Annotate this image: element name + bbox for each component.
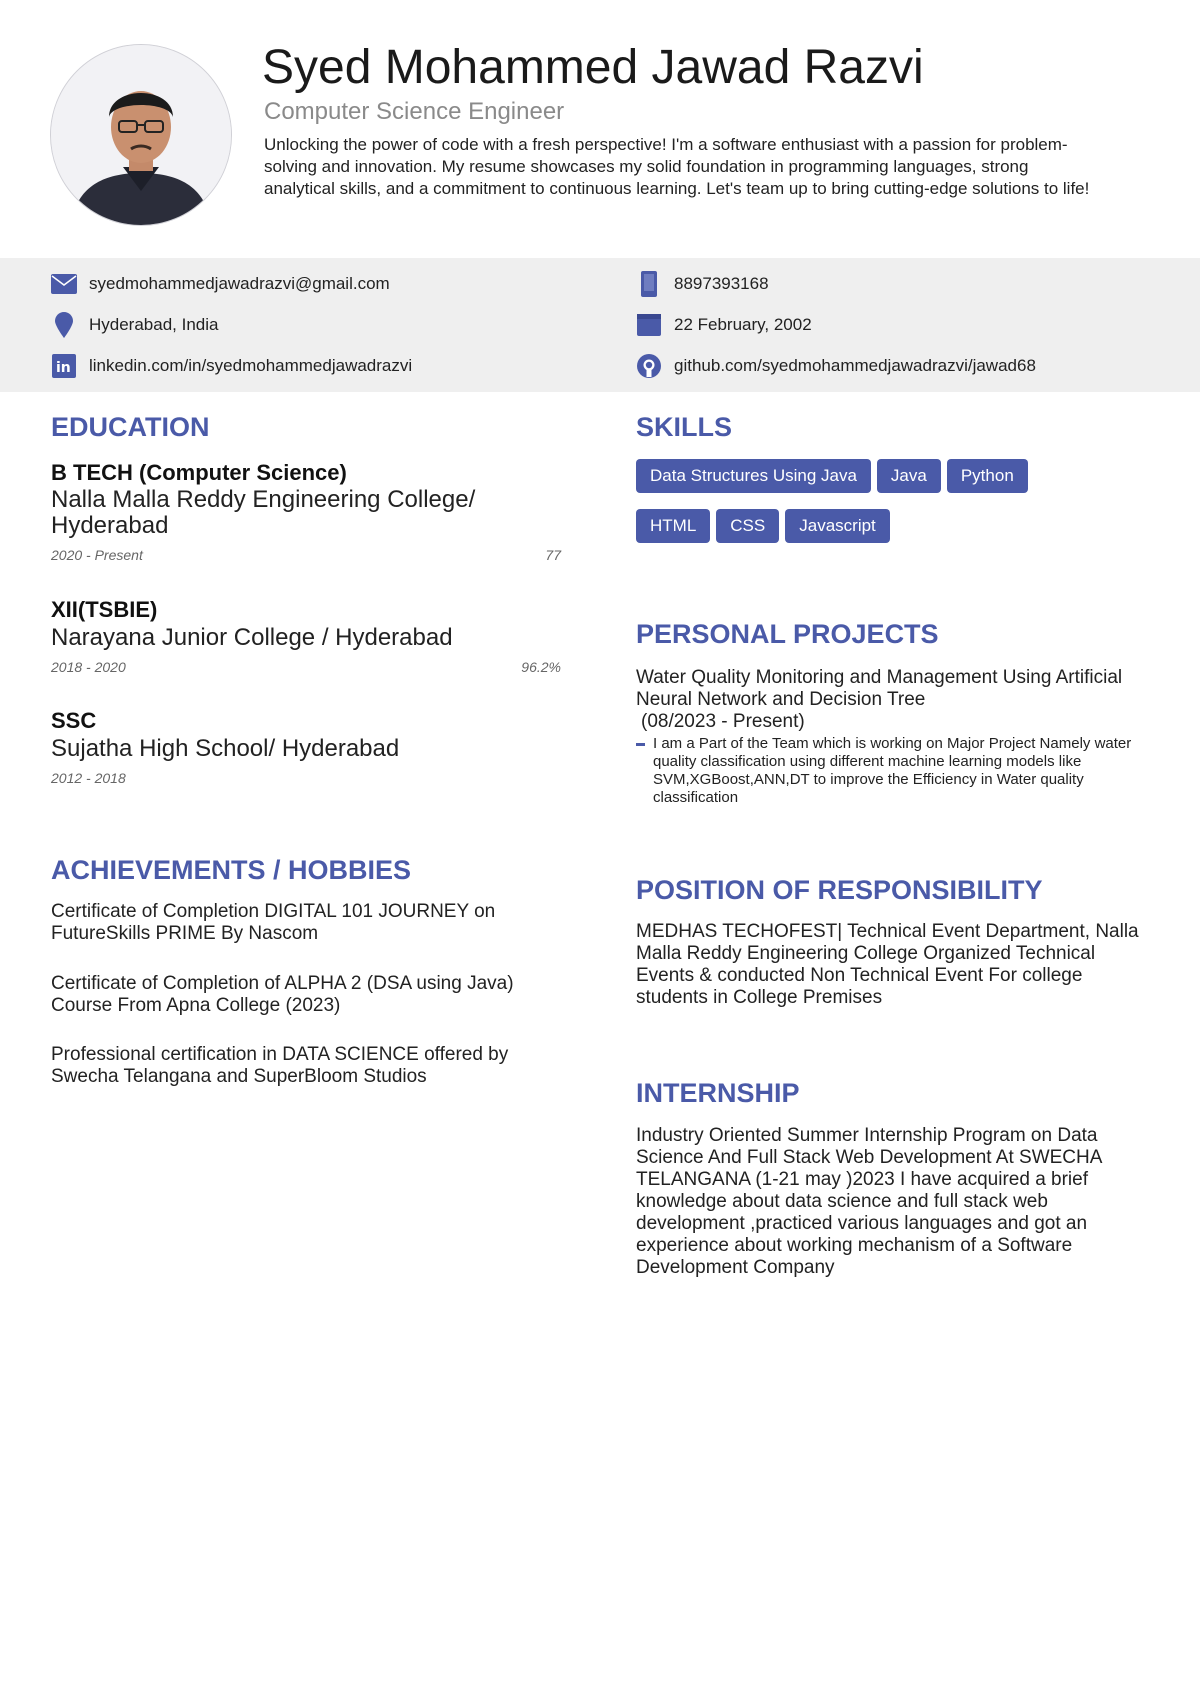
project-period: (08/2023 - Present) bbox=[641, 711, 805, 732]
skill-tag: CSS bbox=[716, 509, 779, 543]
phone-text: 8897393168 bbox=[674, 274, 769, 293]
education-meta bbox=[51, 659, 561, 675]
internship-text: Industry Oriented Summer Internship Program on Data Science And Full Stack Web Development At SWECHA TELANGANA (1-21 may )2023 I have acquired a brief knowledge about data science and full stack web development ,practiced various languages and got an experience about working mechanism of a Software Development Company bbox=[636, 1125, 1102, 1278]
achievements-heading: ACHIEVEMENTS / HOBBIES bbox=[51, 855, 412, 885]
bullet-dash bbox=[636, 743, 645, 746]
project-bullet-text: I am a Part of the Team which is working on Major Project Namely water quality classification using different machine learning models like SVM,XGBoost,ANN,DT to improve the Efficiency in Water quality classification bbox=[653, 735, 1132, 806]
profile-photo bbox=[50, 44, 232, 226]
candidate-name: Syed Mohammed Jawad Razvi bbox=[262, 41, 924, 94]
profile-summary: Unlocking the power of code with a fresh perspective! I'm a software enthusiast with a passion for problem-solving and innovation. My resume showcases my solid foundation in programming languages, strong analytical skills, and a commitment to continuous learning. Let's team up to bring cutting-edge solutions to life! bbox=[264, 135, 1090, 198]
education-school: Sujatha High School/ Hyderabad bbox=[51, 735, 400, 762]
education-degree: XII(TSBIE) bbox=[51, 597, 158, 622]
skills-tags bbox=[636, 459, 1156, 559]
candidate-title: Computer Science Engineer bbox=[264, 98, 565, 125]
skill-tag: Javascript bbox=[785, 509, 890, 543]
achievement-item: Certificate of Completion of ALPHA 2 (DSA using Java) Course From Apna College (2023) bbox=[51, 973, 514, 1016]
education-period: 2018 - 2020 bbox=[51, 659, 126, 675]
achievement-item: Professional certification in DATA SCIENCE offered by Swecha Telangana and SuperBloom Studios bbox=[51, 1044, 509, 1087]
education-score: 96.2% bbox=[521, 659, 561, 675]
github-text: github.com/syedmohammedjawadrazvi/jawad68 bbox=[674, 356, 1036, 375]
contact-email[interactable] bbox=[51, 271, 390, 297]
project-title: Water Quality Monitoring and Management Using Artificial Neural Network and Decision Tree bbox=[636, 667, 1123, 710]
linkedin-icon bbox=[51, 353, 77, 379]
skill-tag: HTML bbox=[636, 509, 710, 543]
phone-icon bbox=[636, 271, 662, 297]
contact-linkedin[interactable] bbox=[51, 353, 412, 379]
svg-text:in: in bbox=[56, 360, 71, 376]
skill-tag: Data Structures Using Java bbox=[636, 459, 871, 493]
project-bullet bbox=[636, 735, 1146, 807]
education-degree: B TECH (Computer Science) bbox=[51, 460, 347, 485]
education-period: 2020 - Present bbox=[51, 547, 143, 563]
github-icon bbox=[636, 353, 662, 379]
skill-tag: Python bbox=[947, 459, 1028, 493]
email-text: syedmohammedjawadrazvi@gmail.com bbox=[89, 274, 390, 293]
education-meta bbox=[51, 547, 561, 563]
achievement-item: Certificate of Completion DIGITAL 101 JOURNEY on FutureSkills PRIME By Nascom bbox=[51, 901, 496, 944]
birthdate-text: 22 February, 2002 bbox=[674, 315, 812, 334]
profile-photo-illustration bbox=[51, 45, 231, 225]
contact-location bbox=[51, 312, 218, 338]
internship-heading: INTERNSHIP bbox=[636, 1078, 800, 1108]
contact-github[interactable] bbox=[636, 353, 1036, 379]
linkedin-text: linkedin.com/in/syedmohammedjawadrazvi bbox=[89, 356, 413, 375]
responsibility-text: MEDHAS TECHOFEST| Technical Event Department, Nalla Malla Reddy Engineering College Organized Technical Events & conducted Non Technical Event For college students in College Premises bbox=[636, 921, 1139, 1008]
skills-heading: SKILLS bbox=[636, 412, 733, 442]
envelope-icon bbox=[51, 271, 77, 297]
contact-band bbox=[0, 258, 1200, 392]
calendar-icon bbox=[636, 312, 662, 338]
contact-birthdate bbox=[636, 312, 812, 338]
projects-heading: PERSONAL PROJECTS bbox=[636, 619, 939, 649]
resume-header bbox=[0, 0, 1200, 258]
responsibility-heading: POSITION OF RESPONSIBILITY bbox=[636, 875, 1043, 905]
education-meta bbox=[51, 770, 561, 786]
education-score: 77 bbox=[545, 547, 561, 563]
skill-tag: Java bbox=[877, 459, 941, 493]
education-school: Nalla Malla Reddy Engineering College/ Hyderabad bbox=[51, 486, 476, 539]
education-degree: SSC bbox=[51, 708, 97, 733]
contact-phone[interactable] bbox=[636, 271, 769, 297]
education-heading: EDUCATION bbox=[51, 412, 210, 442]
education-school: Narayana Junior College / Hyderabad bbox=[51, 624, 453, 651]
education-period: 2012 - 2018 bbox=[51, 770, 126, 786]
location-text: Hyderabad, India bbox=[89, 315, 219, 334]
location-pin-icon bbox=[51, 312, 77, 338]
